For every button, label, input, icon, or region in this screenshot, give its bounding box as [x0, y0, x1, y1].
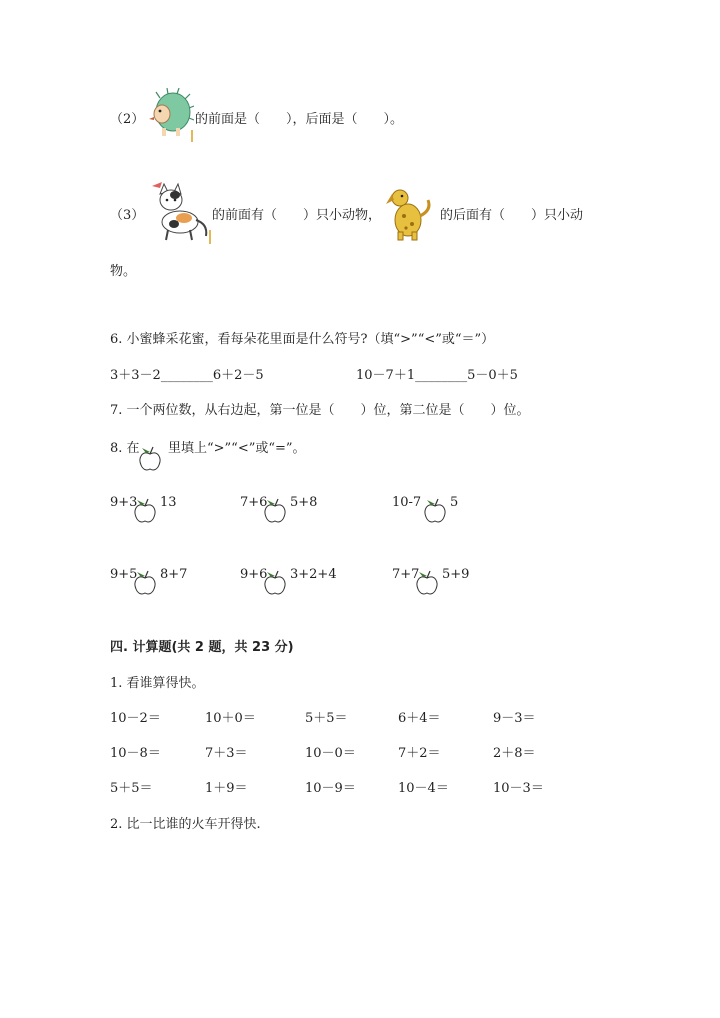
- calc-item: 10－4＝: [398, 781, 449, 796]
- q6-right-expression: 10－7＋1________5－0＋5: [356, 368, 518, 383]
- calc-item: 2＋8＝: [493, 746, 536, 761]
- q2-label: （2）: [110, 112, 145, 127]
- apple-icon[interactable]: [414, 570, 440, 596]
- compare-right: 8+7: [160, 567, 188, 582]
- calc-item: 5＋5＝: [110, 781, 153, 796]
- q8-text-a: 8. 在: [110, 441, 140, 456]
- q6-text: 6. 小蜜蜂采花蜜，看每朵花里面是什么符号?（填“>”“<”或“＝”）: [110, 332, 495, 347]
- calc-item: 7＋3＝: [205, 746, 248, 761]
- compare-left: 9+3: [110, 495, 138, 510]
- calc-item: 10－2＝: [110, 711, 161, 726]
- q7-text: 7. 一个两位数，从右边起，第一位是（ ）位，第二位是（ ）位。: [110, 403, 530, 418]
- apple-icon[interactable]: [132, 570, 158, 596]
- calc-item: 10－9＝: [305, 781, 356, 796]
- compare-right: 5: [450, 495, 459, 510]
- q3-text-c: 物。: [110, 264, 137, 279]
- calc-item: 10＋0＝: [205, 711, 256, 726]
- calc-item: 1＋9＝: [205, 781, 248, 796]
- calc-item: 6＋4＝: [398, 711, 441, 726]
- apple-icon[interactable]: [132, 498, 158, 524]
- compare-left: 7+7: [392, 567, 420, 582]
- q3-label: （3）: [110, 208, 145, 223]
- calc-item: 7＋2＝: [398, 746, 441, 761]
- compare-right: 5+8: [290, 495, 318, 510]
- apple-icon: [137, 446, 163, 472]
- compare-left: 9+5: [110, 567, 138, 582]
- calc-item: 5＋5＝: [305, 711, 348, 726]
- calc-item: 10－0＝: [305, 746, 356, 761]
- s4-q2-text: 2. 比一比谁的火车开得快.: [110, 817, 261, 832]
- calc-item: 10－8＝: [110, 746, 161, 761]
- compare-left: 10-7: [392, 495, 422, 510]
- s4-q1-text: 1. 看谁算得快。: [110, 676, 205, 691]
- q2-text: 的前面是（ ），后面是（ ）。: [195, 112, 404, 127]
- compare-left: 9+6: [240, 567, 268, 582]
- calc-item: 9－3＝: [493, 711, 536, 726]
- section-heading: 四. 计算题(共 2 题，共 23 分): [110, 640, 294, 655]
- apple-icon[interactable]: [422, 498, 448, 524]
- compare-left: 7+6: [240, 495, 268, 510]
- compare-right: 3+2+4: [290, 567, 337, 582]
- apple-icon[interactable]: [262, 570, 288, 596]
- dog-picture: [384, 186, 434, 242]
- hedgehog-picture: [148, 88, 194, 142]
- q3-text-a: 的前面有（ ）只小动物，: [212, 208, 382, 223]
- compare-right: 5+9: [442, 567, 470, 582]
- apple-icon[interactable]: [262, 498, 288, 524]
- q6-left-expression: 3＋3－2________6＋2－5: [110, 368, 264, 383]
- cat-picture: [148, 180, 212, 246]
- q3-text-b: 的后面有（ ）只小动: [440, 208, 584, 223]
- compare-right: 13: [160, 495, 177, 510]
- q8-text-b: 里填上“>”“<”或“=”。: [168, 441, 306, 456]
- calc-item: 10－3＝: [493, 781, 544, 796]
